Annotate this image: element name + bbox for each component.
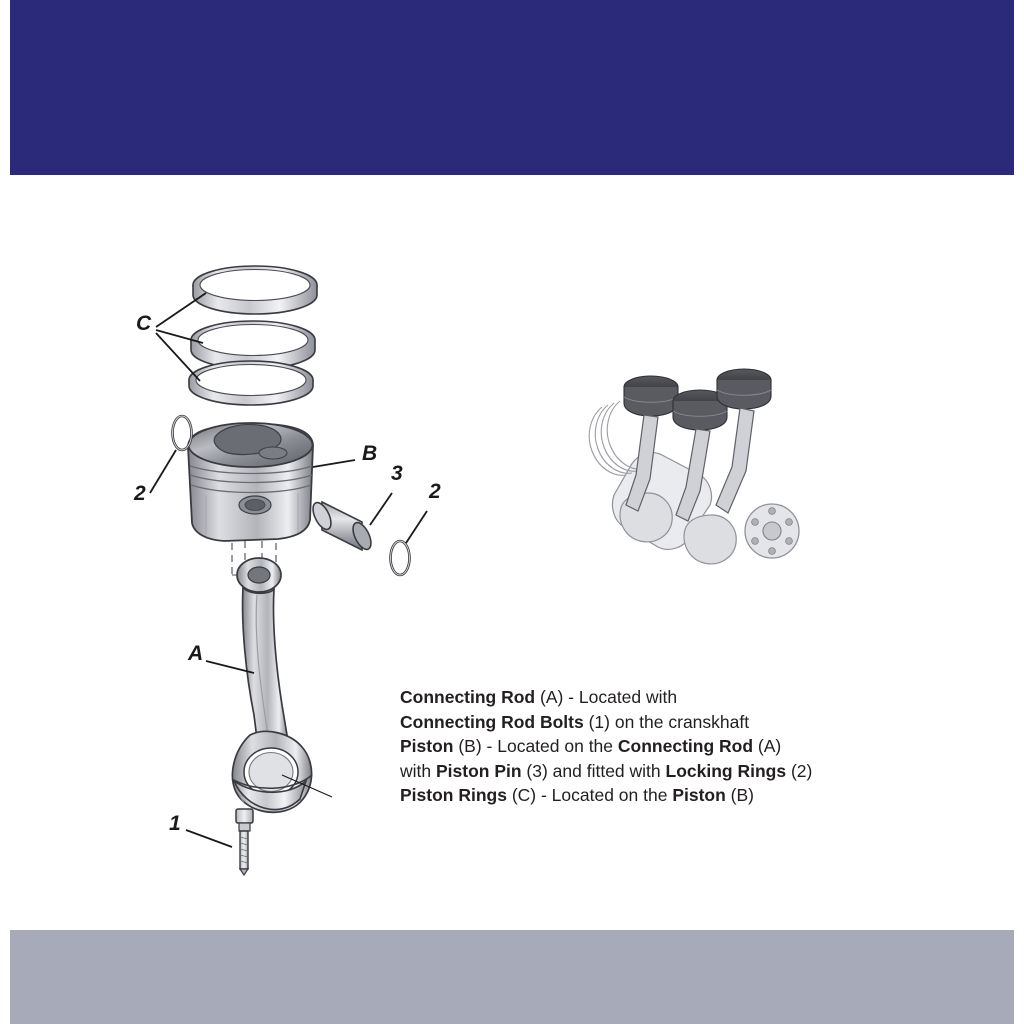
footer-band (10, 930, 1014, 1024)
piston-ring-1 (193, 266, 317, 314)
caption-term: Connecting Rod (617, 736, 754, 756)
caption-term: Locking Rings (665, 760, 787, 781)
callout-label-a: A (188, 642, 204, 665)
caption-text: (3) and fitted with (521, 760, 666, 781)
caption-term: Piston Rings (400, 785, 507, 805)
piston-pin (309, 500, 374, 552)
caption-term: Piston (400, 736, 454, 756)
header-band (10, 0, 1014, 175)
caption-text: (1) on the cranskhaft (583, 711, 750, 732)
exploded-view-illustration (10, 175, 1014, 930)
caption-text: (2) (786, 760, 813, 781)
locking-ring-left (173, 416, 192, 450)
piston-assembly-diagram (10, 175, 1014, 930)
callout-label-b: B (362, 442, 378, 465)
caption-line-3 (400, 734, 900, 759)
callout-label-2-left: 2 (134, 482, 146, 505)
left-margin-bar (0, 0, 10, 1024)
callout-label-c: C (136, 312, 152, 335)
connecting-rod (232, 558, 312, 812)
locking-ring-right (391, 541, 410, 575)
caption-term: Piston (672, 785, 726, 805)
caption-block (400, 685, 900, 808)
assembled-crank-train (589, 369, 799, 564)
assembled-piston-1 (624, 376, 678, 416)
caption-text: (A) - Located with (535, 687, 678, 707)
connecting-rod-bolt (236, 809, 253, 875)
callout-label-1: 1 (169, 812, 181, 835)
callout-label-3: 3 (391, 462, 403, 485)
callout-label-2-right: 2 (429, 480, 441, 503)
caption-term: Piston Pin (435, 760, 522, 781)
caption-line-1 (400, 685, 900, 710)
caption-text: (B) (725, 785, 755, 805)
piston-rings-group (189, 266, 317, 405)
caption-text: (A) (753, 736, 782, 756)
piston-ring-3 (189, 361, 313, 405)
caption-text: (C) - Located on the (506, 785, 673, 805)
assembled-piston-3 (717, 369, 771, 409)
piston-group (188, 423, 313, 541)
caption-line-5 (400, 783, 900, 808)
caption-text: with (400, 760, 436, 781)
caption-line-2 (400, 710, 900, 735)
caption-text: (B) - Located on the (453, 736, 618, 756)
caption-term: Connecting Rod (400, 687, 536, 707)
caption-line-4 (400, 759, 900, 784)
caption-term: Connecting Rod Bolts (400, 711, 584, 732)
